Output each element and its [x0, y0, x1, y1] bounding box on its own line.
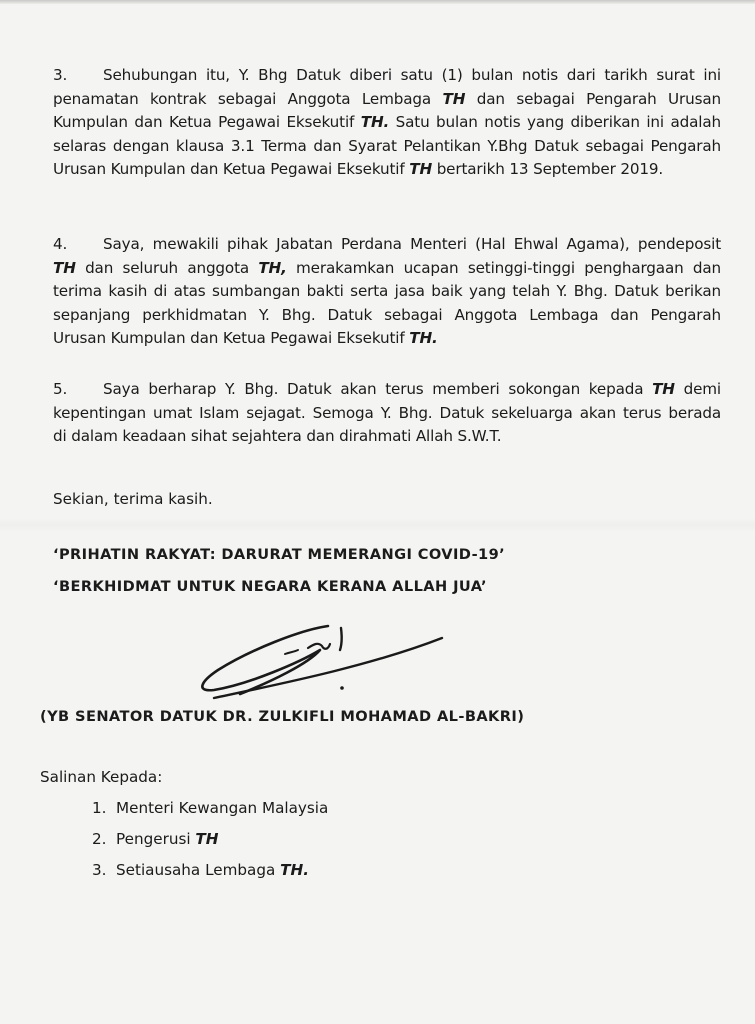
paragraph-line	[53, 64, 721, 88]
paragraph-text: Sehubungan itu, Y. Bhg Datuk diberi satu (1) bulan notis dari tarikh surat ini	[103, 66, 721, 84]
th-abbrev: TH	[409, 160, 433, 179]
motto-covid: ‘PRIHATIN RAKYAT: DARURAT MEMERANGI COVID-19’	[53, 546, 506, 563]
paragraph-3	[53, 64, 721, 182]
th-abbrev: TH	[195, 830, 219, 848]
paragraph-line	[53, 304, 721, 328]
paragraph-text: merakamkan ucapan setinggi-tinggi penghargaan dan	[286, 258, 721, 277]
paragraph-text: di dalam keadaan sihat sejahtera dan dirahmati Allah S.W.T.	[53, 427, 502, 446]
cc-item	[92, 798, 328, 829]
th-abbrev: TH	[53, 258, 76, 277]
paragraph-text: Urusan Kumpulan dan Ketua Pegawai Eksekutif	[53, 329, 410, 348]
paragraph-text: selaras dengan klausa 3.1 Terma dan Syarat Pelantikan Y.Bhg Datuk sebagai Pengarah	[53, 136, 721, 155]
cc-item-text: Setiausaha Lembaga	[116, 861, 281, 879]
paragraph-text: Kumpulan dan Ketua Pegawai Eksekutif	[53, 113, 361, 132]
signer-name: (YB SENATOR DATUK DR. ZULKIFLI MOHAMAD AL-BAKRI)	[40, 708, 525, 725]
th-abbrev: TH.	[360, 113, 390, 132]
cc-item-text: Menteri Kewangan Malaysia	[116, 799, 329, 817]
cc-item-number: 3.	[92, 861, 107, 879]
paragraph-text: Saya, mewakili pihak Jabatan Perdana Menteri (Hal Ehwal Agama), pendeposit	[103, 235, 721, 253]
th-abbrev: TH.	[409, 329, 438, 348]
cc-item	[92, 829, 328, 860]
cc-item-number: 1.	[92, 799, 107, 817]
cc-item-text: Pengerusi	[116, 830, 196, 848]
signature	[190, 612, 490, 702]
th-abbrev: TH	[652, 380, 675, 398]
paragraph-line	[53, 135, 721, 159]
paragraph-line	[53, 257, 721, 281]
paragraph-line	[53, 233, 721, 257]
paragraph-number: 3.	[53, 66, 68, 84]
paragraph-text: dan seluruh anggota	[75, 258, 259, 277]
th-abbrev: TH	[442, 89, 466, 108]
cc-item-number: 2.	[92, 830, 107, 848]
paragraph-line	[53, 378, 721, 402]
paragraph-line	[53, 280, 721, 304]
paragraph-text: bertarikh 13 September 2019.	[432, 160, 664, 179]
paragraph-number: 5.	[53, 380, 68, 398]
paragraph-line	[53, 327, 721, 351]
paragraph-number: 4.	[53, 235, 68, 253]
paragraph-text: demi	[674, 380, 721, 398]
cc-list	[92, 798, 328, 891]
paragraph-5	[53, 378, 721, 449]
th-abbrev: TH.	[280, 861, 309, 879]
paragraph-line	[53, 111, 721, 135]
paragraph-text: Satu bulan notis yang diberikan ini adalah	[389, 113, 721, 132]
paragraph-text: Saya berharap Y. Bhg. Datuk akan terus memberi sokongan kepada	[103, 380, 653, 398]
paragraph-text: dan sebagai Pengarah Urusan	[465, 89, 721, 108]
cc-item	[92, 860, 328, 891]
closing-text: Sekian, terima kasih.	[53, 490, 213, 508]
paragraph-text: terima kasih di atas sumbangan bakti serta jasa baik yang telah Y. Bhg. Datuk berikan	[53, 282, 721, 301]
paragraph-text: sepanjang perkhidmatan Y. Bhg. Datuk sebagai Anggota Lembaga dan Pengarah	[53, 305, 721, 324]
paragraph-line	[53, 402, 721, 426]
th-abbrev: TH,	[258, 258, 287, 277]
paragraph-text: kepentingan umat Islam sejagat. Semoga Y. Bhg. Datuk sekeluarga akan terus berada	[53, 403, 721, 422]
cc-heading: Salinan Kepada:	[40, 768, 163, 786]
motto-allah: ‘BERKHIDMAT UNTUK NEGARA KERANA ALLAH JUA’	[53, 578, 487, 595]
paragraph-4	[53, 233, 721, 351]
paragraph-line	[53, 88, 721, 112]
paragraph-text: Urusan Kumpulan dan Ketua Pegawai Eksekutif	[53, 160, 410, 179]
paragraph-line	[53, 158, 721, 182]
paragraph-line	[53, 425, 721, 449]
paragraph-text: penamatan kontrak sebagai Anggota Lembaga	[53, 89, 443, 108]
